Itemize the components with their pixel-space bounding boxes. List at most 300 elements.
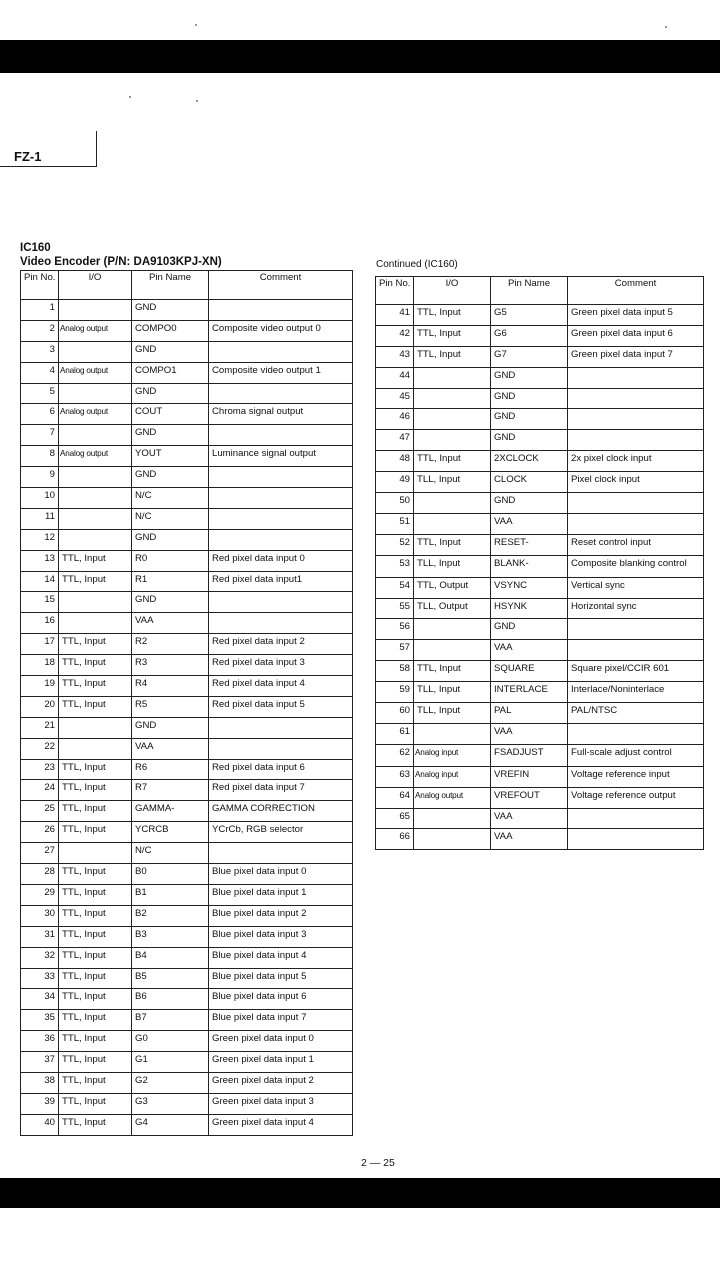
- comment-cell: Horizontal sync: [568, 598, 704, 619]
- io-cell: TTL, Input: [414, 451, 491, 472]
- comment-cell: [568, 367, 704, 388]
- table-row: [376, 430, 704, 451]
- table-row: [376, 723, 704, 744]
- table-row: [21, 864, 353, 885]
- pin-no-cell: 5: [21, 383, 59, 404]
- io-cell: TTL, Input: [59, 884, 132, 905]
- io-cell: [414, 723, 491, 744]
- io-cell: TLL, Input: [414, 555, 491, 577]
- comment-cell: [209, 383, 353, 404]
- table-row: [21, 1031, 353, 1052]
- pin-no-cell: 39: [21, 1093, 59, 1114]
- comment-cell: [209, 843, 353, 864]
- pin-no-cell: 58: [376, 661, 414, 682]
- pin-no-cell: 40: [21, 1114, 59, 1135]
- io-cell: TTL, Input: [59, 822, 132, 843]
- comment-cell: Blue pixel data input 5: [209, 968, 353, 989]
- pin-no-cell: 8: [21, 446, 59, 467]
- comment-cell: Red pixel data input 2: [209, 634, 353, 655]
- pin-name-cell: HSYNK: [491, 598, 568, 619]
- pin-no-cell: 9: [21, 467, 59, 488]
- pin-no-cell: 36: [21, 1031, 59, 1052]
- pin-name-cell: VSYNC: [491, 577, 568, 598]
- table-row: [376, 513, 704, 534]
- pin-no-cell: 23: [21, 759, 59, 780]
- table-row: [376, 346, 704, 367]
- pin-no-cell: 22: [21, 738, 59, 759]
- pin-no-cell: 33: [21, 968, 59, 989]
- comment-cell: Green pixel data input 7: [568, 346, 704, 367]
- pin-name-cell: B3: [132, 926, 209, 947]
- table-row: [21, 1114, 353, 1135]
- comment-cell: Red pixel data input 6: [209, 759, 353, 780]
- comment-cell: Luminance signal output: [209, 446, 353, 467]
- table-row: [21, 425, 353, 446]
- pin-name-cell: R4: [132, 676, 209, 697]
- table-row: [21, 947, 353, 968]
- pin-name-cell: R6: [132, 759, 209, 780]
- scan-speck: [195, 24, 197, 26]
- io-cell: [59, 738, 132, 759]
- comment-cell: YCrCb, RGB selector: [209, 822, 353, 843]
- pin-no-cell: 59: [376, 682, 414, 703]
- comment-cell: Blue pixel data input 1: [209, 884, 353, 905]
- table-row: [21, 1072, 353, 1093]
- pin-table-left: [20, 270, 353, 1136]
- pin-name-cell: G4: [132, 1114, 209, 1135]
- table-row: [21, 446, 353, 467]
- pin-no-cell: 27: [21, 843, 59, 864]
- io-cell: Analog output: [59, 362, 132, 383]
- io-cell: [414, 493, 491, 514]
- io-cell: [414, 430, 491, 451]
- io-cell: [59, 843, 132, 864]
- io-cell: TLL, Input: [414, 472, 491, 493]
- comment-cell: Voltage reference input: [568, 766, 704, 787]
- pin-no-cell: 4: [21, 362, 59, 383]
- io-cell: [59, 341, 132, 362]
- comment-cell: Green pixel data input 1: [209, 1052, 353, 1073]
- pin-no-cell: 64: [376, 787, 414, 808]
- io-cell: Analog output: [59, 404, 132, 425]
- comment-cell: Vertical sync: [568, 577, 704, 598]
- pin-name-cell: GND: [491, 367, 568, 388]
- io-cell: [59, 613, 132, 634]
- table-row: [21, 320, 353, 341]
- pin-name-cell: BLANK-: [491, 555, 568, 577]
- comment-cell: Blue pixel data input 7: [209, 1010, 353, 1031]
- pin-name-cell: PAL: [491, 703, 568, 724]
- comment-cell: Interlace/Noninterlace: [568, 682, 704, 703]
- table-row: [21, 508, 353, 529]
- pin-no-cell: 55: [376, 598, 414, 619]
- pin-no-cell: 46: [376, 409, 414, 430]
- pin-name-cell: RESET-: [491, 534, 568, 555]
- io-cell: TTL, Input: [59, 634, 132, 655]
- pin-name-cell: GND: [132, 425, 209, 446]
- bottom-black-bar: [0, 1178, 720, 1208]
- io-cell: TTL, Input: [59, 550, 132, 571]
- io-cell: TLL, Output: [414, 598, 491, 619]
- pin-name-cell: COUT: [132, 404, 209, 425]
- table-row: [376, 409, 704, 430]
- comment-cell: Full-scale adjust control: [568, 744, 704, 766]
- pin-no-cell: 42: [376, 325, 414, 346]
- comment-cell: [568, 723, 704, 744]
- pin-name-cell: B2: [132, 905, 209, 926]
- pin-no-cell: 52: [376, 534, 414, 555]
- table-row: [376, 744, 704, 766]
- pin-no-cell: 3: [21, 341, 59, 362]
- io-cell: Analog input: [414, 766, 491, 787]
- pin-no-cell: 48: [376, 451, 414, 472]
- pin-name-cell: GND: [491, 430, 568, 451]
- pin-name-cell: 2XCLOCK: [491, 451, 568, 472]
- io-cell: Analog output: [59, 320, 132, 341]
- table-row: [21, 717, 353, 738]
- pin-no-cell: 49: [376, 472, 414, 493]
- io-cell: TTL, Input: [59, 905, 132, 926]
- table-row: [376, 766, 704, 787]
- pin-no-cell: 45: [376, 388, 414, 409]
- pin-name-cell: VAA: [491, 829, 568, 850]
- table-row: [21, 905, 353, 926]
- pin-name-cell: VAA: [491, 808, 568, 829]
- io-cell: TTL, Input: [59, 1031, 132, 1052]
- comment-cell: Green pixel data input 2: [209, 1072, 353, 1093]
- pin-table-right: [375, 276, 704, 850]
- pin-name-cell: N/C: [132, 488, 209, 509]
- pin-name-cell: B5: [132, 968, 209, 989]
- table-row: [21, 362, 353, 383]
- comment-cell: Voltage reference output: [568, 787, 704, 808]
- io-cell: [414, 640, 491, 661]
- table-row: [21, 696, 353, 717]
- pin-no-cell: 47: [376, 430, 414, 451]
- io-cell: [414, 367, 491, 388]
- comment-cell: Square pixel/CCIR 601: [568, 661, 704, 682]
- pin-name-cell: GND: [132, 529, 209, 550]
- comment-cell: [209, 467, 353, 488]
- table-row: [376, 661, 704, 682]
- table-row: [21, 404, 353, 425]
- io-cell: Analog input: [414, 744, 491, 766]
- pin-no-cell: 2: [21, 320, 59, 341]
- pin-no-cell: 30: [21, 905, 59, 926]
- comment-cell: [209, 341, 353, 362]
- pin-name-cell: G6: [491, 325, 568, 346]
- pin-name-cell: SQUARE: [491, 661, 568, 682]
- pin-no-cell: 60: [376, 703, 414, 724]
- io-cell: TTL, Output: [414, 577, 491, 598]
- pin-no-cell: 66: [376, 829, 414, 850]
- table-row: [21, 676, 353, 697]
- model-label: FZ-1: [14, 149, 42, 164]
- table-row: [21, 571, 353, 592]
- model-divider: [96, 131, 97, 167]
- comment-cell: Blue pixel data input 3: [209, 926, 353, 947]
- pin-name-cell: R5: [132, 696, 209, 717]
- comment-cell: Green pixel data input 5: [568, 305, 704, 326]
- pin-name-cell: B4: [132, 947, 209, 968]
- comment-cell: [568, 388, 704, 409]
- pin-name-cell: YOUT: [132, 446, 209, 467]
- pin-no-cell: 15: [21, 592, 59, 613]
- col-pin-name: Pin Name: [491, 277, 568, 305]
- comment-cell: [209, 613, 353, 634]
- pin-no-cell: 11: [21, 508, 59, 529]
- pin-no-cell: 10: [21, 488, 59, 509]
- pin-no-cell: 35: [21, 1010, 59, 1031]
- table-row: [21, 550, 353, 571]
- comment-cell: Green pixel data input 4: [209, 1114, 353, 1135]
- io-cell: TTL, Input: [414, 661, 491, 682]
- pin-name-cell: R7: [132, 780, 209, 801]
- io-cell: TTL, Input: [414, 534, 491, 555]
- comment-cell: [568, 619, 704, 640]
- table-row: [21, 488, 353, 509]
- comment-cell: Pixel clock input: [568, 472, 704, 493]
- continued-title: Continued (IC160): [376, 259, 458, 270]
- pin-no-cell: 38: [21, 1072, 59, 1093]
- pin-no-cell: 21: [21, 717, 59, 738]
- pin-no-cell: 63: [376, 766, 414, 787]
- top-black-bar: [0, 40, 720, 73]
- io-cell: [59, 508, 132, 529]
- comment-cell: [568, 430, 704, 451]
- pin-name-cell: INTERLACE: [491, 682, 568, 703]
- table-row: [21, 884, 353, 905]
- pin-no-cell: 32: [21, 947, 59, 968]
- io-cell: TTL, Input: [59, 1093, 132, 1114]
- table-row: [21, 383, 353, 404]
- io-cell: TTL, Input: [59, 696, 132, 717]
- pin-name-cell: VAA: [491, 513, 568, 534]
- pin-name-cell: GAMMA-: [132, 801, 209, 822]
- pin-no-cell: 50: [376, 493, 414, 514]
- comment-cell: Green pixel data input 6: [568, 325, 704, 346]
- table-row: [376, 619, 704, 640]
- pin-no-cell: 12: [21, 529, 59, 550]
- io-cell: [414, 409, 491, 430]
- table-row: [376, 577, 704, 598]
- pin-no-cell: 24: [21, 780, 59, 801]
- table-row: [376, 808, 704, 829]
- pin-name-cell: GND: [132, 592, 209, 613]
- pin-no-cell: 20: [21, 696, 59, 717]
- pin-name-cell: B0: [132, 864, 209, 885]
- comment-cell: [568, 640, 704, 661]
- table-row: [21, 592, 353, 613]
- comment-cell: Red pixel data input1: [209, 571, 353, 592]
- pin-no-cell: 65: [376, 808, 414, 829]
- model-underline: [0, 166, 96, 167]
- comment-cell: Blue pixel data input 2: [209, 905, 353, 926]
- pin-no-cell: 18: [21, 655, 59, 676]
- io-cell: [414, 829, 491, 850]
- io-cell: TTL, Input: [59, 571, 132, 592]
- pin-name-cell: VAA: [132, 613, 209, 634]
- comment-cell: PAL/NTSC: [568, 703, 704, 724]
- pin-name-cell: GND: [491, 619, 568, 640]
- comment-cell: Red pixel data input 0: [209, 550, 353, 571]
- table-row: [376, 598, 704, 619]
- pin-no-cell: 41: [376, 305, 414, 326]
- table-row: [21, 613, 353, 634]
- pin-no-cell: 28: [21, 864, 59, 885]
- io-cell: TLL, Input: [414, 682, 491, 703]
- comment-cell: [209, 508, 353, 529]
- io-cell: TTL, Input: [59, 989, 132, 1010]
- io-cell: [59, 717, 132, 738]
- comment-cell: 2x pixel clock input: [568, 451, 704, 472]
- comment-cell: [568, 829, 704, 850]
- pin-no-cell: 1: [21, 300, 59, 321]
- pin-name-cell: G3: [132, 1093, 209, 1114]
- comment-cell: Red pixel data input 3: [209, 655, 353, 676]
- io-cell: [59, 425, 132, 446]
- comment-cell: Red pixel data input 7: [209, 780, 353, 801]
- table-row: [376, 472, 704, 493]
- table-row: [21, 738, 353, 759]
- io-cell: TTL, Input: [59, 1072, 132, 1093]
- table-row: [21, 843, 353, 864]
- pin-name-cell: GND: [132, 717, 209, 738]
- table-header: [376, 277, 704, 305]
- table-row: [21, 529, 353, 550]
- ic-label: IC160: [20, 242, 51, 254]
- table-row: [376, 388, 704, 409]
- pin-no-cell: 44: [376, 367, 414, 388]
- pin-no-cell: 61: [376, 723, 414, 744]
- comment-cell: Green pixel data input 0: [209, 1031, 353, 1052]
- pin-name-cell: VAA: [132, 738, 209, 759]
- scan-speck: [129, 96, 131, 98]
- table-row: [376, 640, 704, 661]
- pin-name-cell: GND: [491, 409, 568, 430]
- comment-cell: [209, 592, 353, 613]
- pin-name-cell: R3: [132, 655, 209, 676]
- comment-cell: [568, 493, 704, 514]
- io-cell: TTL, Input: [59, 655, 132, 676]
- table-row: [21, 926, 353, 947]
- io-cell: TTL, Input: [59, 1052, 132, 1073]
- table-row: [21, 1093, 353, 1114]
- comment-cell: [568, 513, 704, 534]
- pin-no-cell: 14: [21, 571, 59, 592]
- table-row: [21, 780, 353, 801]
- pin-name-cell: YCRCB: [132, 822, 209, 843]
- table-row: [376, 305, 704, 326]
- pin-no-cell: 54: [376, 577, 414, 598]
- io-cell: [59, 300, 132, 321]
- pin-no-cell: 53: [376, 555, 414, 577]
- table-row: [21, 801, 353, 822]
- comment-cell: [209, 425, 353, 446]
- pin-no-cell: 37: [21, 1052, 59, 1073]
- pin-name-cell: GND: [132, 300, 209, 321]
- pin-name-cell: GND: [132, 341, 209, 362]
- io-cell: Analog output: [414, 787, 491, 808]
- pin-name-cell: G7: [491, 346, 568, 367]
- pin-name-cell: GND: [491, 493, 568, 514]
- pin-no-cell: 26: [21, 822, 59, 843]
- comment-cell: [209, 488, 353, 509]
- pin-name-cell: VREFIN: [491, 766, 568, 787]
- table-row: [21, 655, 353, 676]
- io-cell: TTL, Input: [59, 1010, 132, 1031]
- col-io: I/O: [414, 277, 491, 305]
- pin-name-cell: N/C: [132, 843, 209, 864]
- table-row: [21, 989, 353, 1010]
- pin-name-cell: COMPO0: [132, 320, 209, 341]
- table-row: [376, 829, 704, 850]
- io-cell: [414, 808, 491, 829]
- pin-name-cell: B1: [132, 884, 209, 905]
- pin-no-cell: 17: [21, 634, 59, 655]
- io-cell: TTL, Input: [59, 676, 132, 697]
- pin-no-cell: 57: [376, 640, 414, 661]
- table-row: [21, 1052, 353, 1073]
- io-cell: TTL, Input: [59, 864, 132, 885]
- scan-speck: [665, 26, 667, 28]
- io-cell: TTL, Input: [59, 1114, 132, 1135]
- table-row: [376, 325, 704, 346]
- pin-name-cell: B7: [132, 1010, 209, 1031]
- comment-cell: Blue pixel data input 0: [209, 864, 353, 885]
- pin-no-cell: 62: [376, 744, 414, 766]
- pin-no-cell: 31: [21, 926, 59, 947]
- page-number: 2 — 25: [361, 1157, 395, 1169]
- io-cell: [59, 592, 132, 613]
- comment-cell: Composite blanking control: [568, 555, 704, 577]
- col-comment: Comment: [209, 271, 353, 300]
- pin-name-cell: B6: [132, 989, 209, 1010]
- io-cell: TTL, Input: [414, 325, 491, 346]
- comment-cell: [209, 529, 353, 550]
- pin-name-cell: G2: [132, 1072, 209, 1093]
- pin-no-cell: 51: [376, 513, 414, 534]
- pin-name-cell: R1: [132, 571, 209, 592]
- pin-name-cell: VAA: [491, 640, 568, 661]
- pin-name-cell: GND: [132, 383, 209, 404]
- table-row: [21, 300, 353, 321]
- io-cell: TTL, Input: [414, 305, 491, 326]
- io-cell: TTL, Input: [414, 346, 491, 367]
- io-cell: [59, 383, 132, 404]
- io-cell: TTL, Input: [59, 926, 132, 947]
- io-cell: TTL, Input: [59, 968, 132, 989]
- pin-no-cell: 7: [21, 425, 59, 446]
- comment-cell: Red pixel data input 4: [209, 676, 353, 697]
- table-header: [21, 271, 353, 300]
- table-row: [376, 555, 704, 577]
- pin-no-cell: 6: [21, 404, 59, 425]
- table-row: [376, 787, 704, 808]
- pin-name-cell: VAA: [491, 723, 568, 744]
- comment-cell: Green pixel data input 3: [209, 1093, 353, 1114]
- table-row: [21, 968, 353, 989]
- table-row: [21, 634, 353, 655]
- pin-name-cell: CLOCK: [491, 472, 568, 493]
- pin-name-cell: GND: [491, 388, 568, 409]
- io-cell: [59, 488, 132, 509]
- io-cell: [414, 388, 491, 409]
- pin-no-cell: 16: [21, 613, 59, 634]
- pin-name-cell: VREFOUT: [491, 787, 568, 808]
- io-cell: TLL, Input: [414, 703, 491, 724]
- comment-cell: [568, 808, 704, 829]
